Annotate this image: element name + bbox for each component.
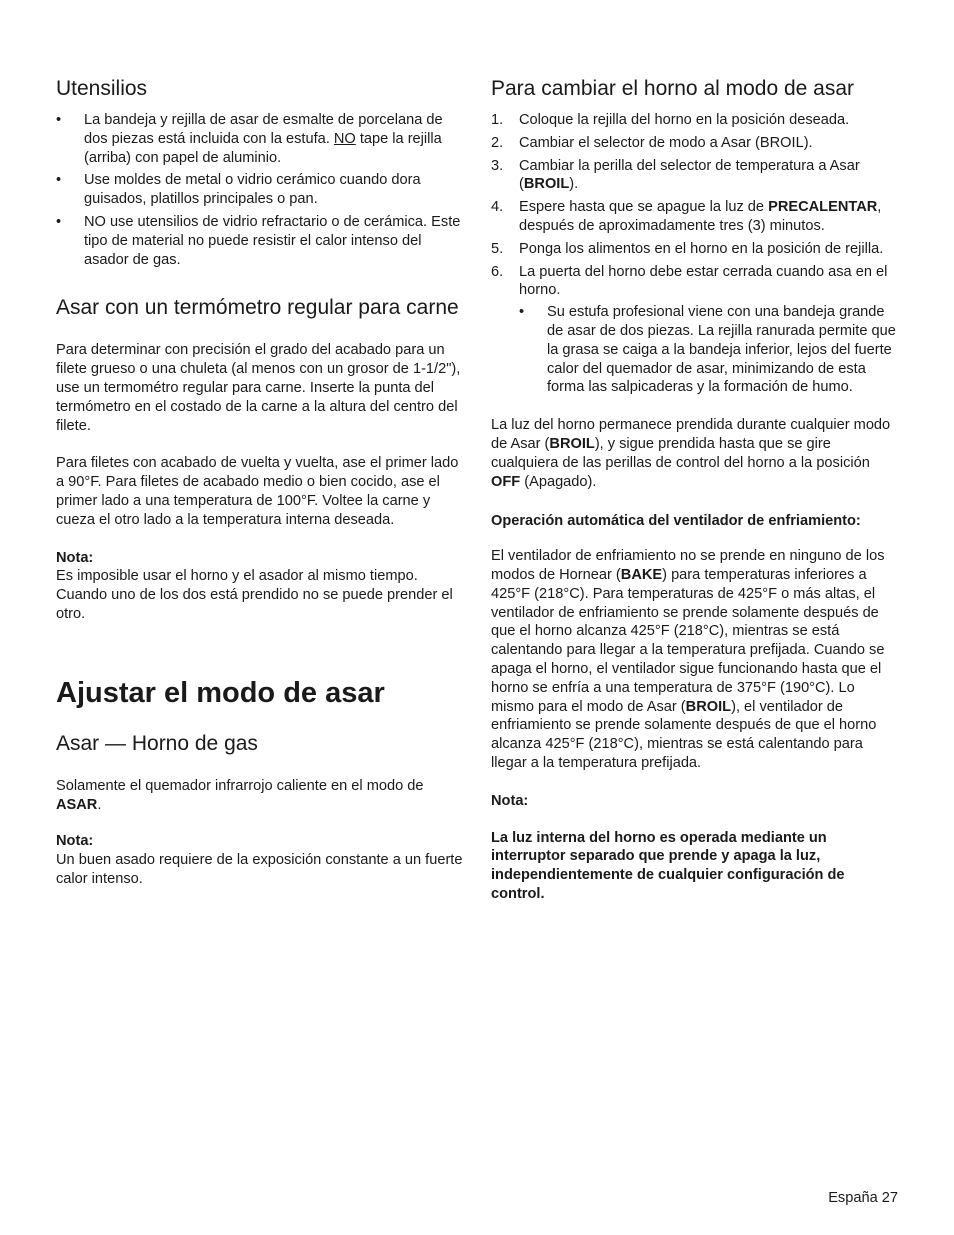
section-heading-gas: Asar — Horno de gas bbox=[56, 731, 258, 755]
note-label: Nota: bbox=[491, 792, 529, 809]
sub-list bbox=[519, 303, 899, 397]
left-column bbox=[56, 76, 464, 889]
step-item: 6. La puerta del horno debe estar cerrada cuando asa en el horno. • Su estufa profesional viene con una bandeja grande de asar de dos piezas. La rejilla ranurada permite que la grasa se caiga a la bandeja inferior, lejos del fuerte calor del quemador de asar, minimizando de esta forma las salpicaderas y la formación de humo. bbox=[491, 263, 899, 398]
step-item: 4. Espere hasta que se apague la luz de PRECALENTAR, después de aproximadamente tres (3) minutos. bbox=[491, 199, 882, 234]
note-text: Un buen asado requiere de la exposición constante a un fuerte calor intenso. bbox=[56, 852, 463, 887]
list-item: • Use moldes de metal o vidrio cerámico cuando dora guisados, platillos principales o pan. bbox=[56, 171, 464, 209]
paragraph: Para filetes con acabado de vuelta y vuelta, ase el primer lado a 90°F. Para filetes de acabado medio o bien cocido, ase el primer lado a una temperatura de 100°F. Voltee la carne y cueza el otro lado a la temperatura interna deseada. bbox=[56, 455, 459, 528]
list-item: • NO use utensilios de vidrio refractario o de cerámica. Este tipo de material no puede resistir el calor intenso del asador de gas. bbox=[56, 213, 464, 269]
section-heading-cambiar: Para cambiar el horno al modo de asar bbox=[491, 77, 855, 100]
utensilios-list bbox=[56, 111, 464, 269]
paragraph: La luz del horno permanece prendida durante cualquier modo de Asar (BROIL), y sigue prendida hasta que se gire cualquiera de las perillas de control del horno a la posición OFF (Apagado). bbox=[491, 417, 891, 490]
paragraph: Para determinar con precisión el grado del acabado para un filete grueso o una chuleta (al menos con un grosor de 1-1/2"), use un termométro regular para carne. Inserte la punta del termómetro en el costado de la carne a la altura del centro del filete. bbox=[56, 342, 461, 434]
steps-list bbox=[491, 111, 899, 397]
page-title: Ajustar el modo de asar bbox=[56, 676, 385, 709]
section-heading-utensilios: Utensilios bbox=[56, 77, 148, 100]
note-label: Nota: bbox=[56, 549, 94, 566]
list-item: • La bandeja y rejilla de asar de esmalte de porcelana de dos piezas está incluida con la estufa. NO tape la rejilla (arriba) con papel de aluminio. bbox=[56, 111, 464, 167]
step-item: 1. Coloque la rejilla del horno en la posición deseada. bbox=[491, 112, 850, 128]
fan-heading: Operación automática del ventilador de enfriamiento: bbox=[491, 513, 861, 530]
sub-list-item: • Su estufa profesional viene con una bandeja grande de asar de dos piezas. La rejilla ranurada permite que la grasa se caiga a la bandeja inferior, lejos del fuerte calor del quemador de asar, minimizando de esta forma las salpicaderas y la formación de humo. bbox=[519, 303, 899, 397]
note-text: La luz interna del horno es operada mediante un interruptor separado que prende y apaga la luz, independientemente de cualquier configuración de control. bbox=[491, 829, 845, 902]
note-label: Nota: bbox=[56, 833, 94, 850]
step-item: 3. Cambiar la perilla del selector de temperatura a Asar (BROIL). bbox=[491, 157, 860, 193]
paragraph: El ventilador de enfriamiento no se prende en ninguno de los modos de Hornear (BAKE) para temperaturas inferiores a 425°F (218°C). Para temperaturas de 425°F o más altas, el ventilador de enfriamiento se prende solamente después de que el horno alcanza 425°F (218°C), mientras se está calentando para llegar a la temperatura prefijada. Cuando se apaga el horno, el ventilador sigue funcionando hasta que el horno se enfría a una temperatura de 375°F (190°C). Lo mismo para el modo de Asar (BROIL), el ventilador de enfriamiento se prende solamente después de que el horno alcanza 425°F (218°C), mientras se está calentando para llegar a la temperatura prefijada. bbox=[491, 548, 885, 771]
section-heading-termometro: Asar con un termómetro regular para carne bbox=[56, 296, 459, 320]
step-item: 5. Ponga los alimentos en el horno en la posición de rejilla. bbox=[491, 240, 884, 257]
paragraph: Solamente el quemador infrarrojo caliente en el modo de ASAR. bbox=[56, 777, 424, 813]
page-number: España 27 bbox=[828, 1190, 898, 1206]
step-item: 2. Cambiar el selector de modo a Asar (BROIL). bbox=[491, 134, 813, 151]
note-text: Es imposible usar el horno y el asador al mismo tiempo. Cuando uno de los dos está prendido no se puede prender el otro. bbox=[56, 568, 453, 622]
right-column bbox=[491, 76, 899, 904]
